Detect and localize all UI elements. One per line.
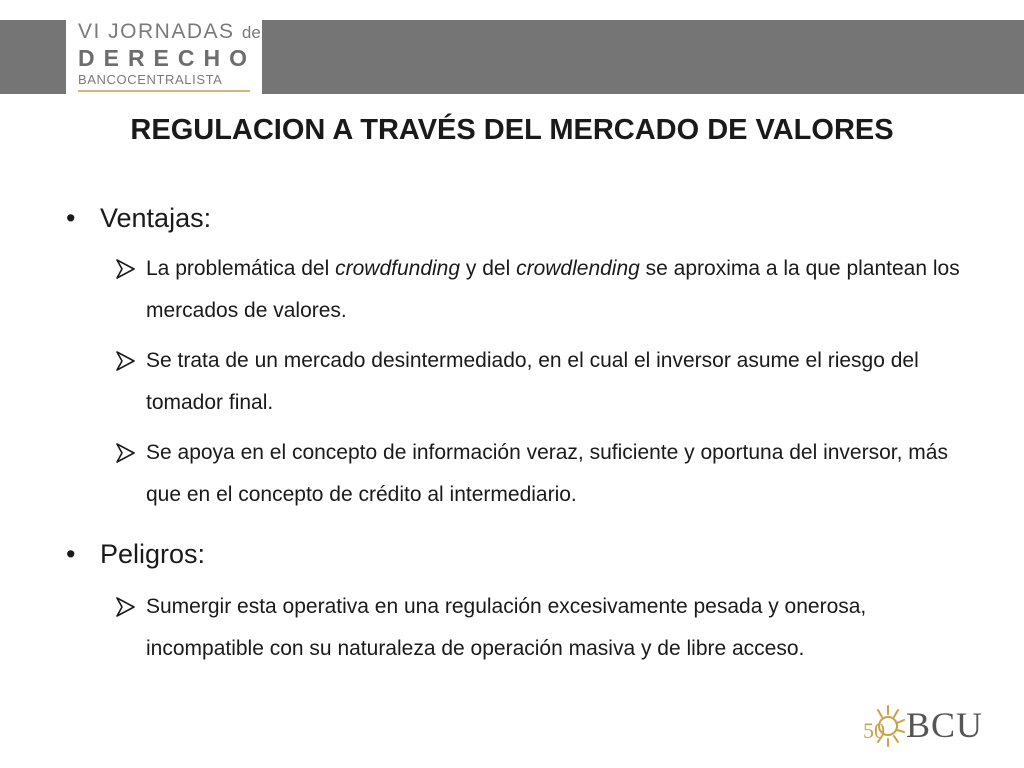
item-text-part: La problemática del (146, 257, 336, 280)
bullet-peligros (66, 538, 205, 570)
bcu-logo (862, 702, 1002, 748)
bullet-dot-icon: • (66, 539, 76, 569)
logo-line1-suffix: de (241, 23, 261, 42)
bcu-text: BCU (906, 705, 984, 745)
item-text-italic: crowdfunding (335, 257, 461, 280)
bullet-ventajas (66, 202, 211, 234)
section-label: Peligros: (100, 539, 206, 569)
list-item (114, 248, 974, 332)
list-item (114, 432, 974, 516)
list-item (114, 340, 974, 424)
logo-line2: DERECHO (78, 45, 257, 71)
list-item (114, 586, 974, 670)
slide-title: REGULACION A TRAVÉS DEL MERCADO DE VALORES (130, 114, 894, 146)
bullet-dot-icon: • (66, 203, 76, 233)
item-text-part: se aproxima a la que plantean los mercados de valores. (146, 257, 960, 322)
logo-line1: VI JORNADAS (78, 20, 235, 43)
item-text: Sumergir esta operativa en una regulación excesivamente pesada y onerosa, incompatible con su naturaleza de operación masiva y de libre acceso. (146, 595, 867, 660)
item-text-italic: crowdlending (516, 257, 640, 280)
item-text: Se trata de un mercado desintermediado, en el cual el inversor asume el riesgo del tomador final. (146, 349, 919, 414)
sun-emblem-icon (862, 702, 908, 748)
item-text-part: y del (460, 257, 517, 280)
arrow-bullet-icon (114, 340, 140, 382)
item-text: Se apoya en el concepto de información veraz, suficiente y oportuna del inversor, más que en el concepto de crédito al intermediario. (146, 441, 948, 506)
section-label: Ventajas: (100, 203, 212, 233)
arrow-bullet-icon (114, 432, 140, 474)
logo-line3: BANCOCENTRALISTA (78, 72, 223, 87)
arrow-bullet-icon (114, 586, 140, 628)
emblem-number: 50 (863, 718, 885, 743)
arrow-bullet-icon (114, 248, 140, 290)
